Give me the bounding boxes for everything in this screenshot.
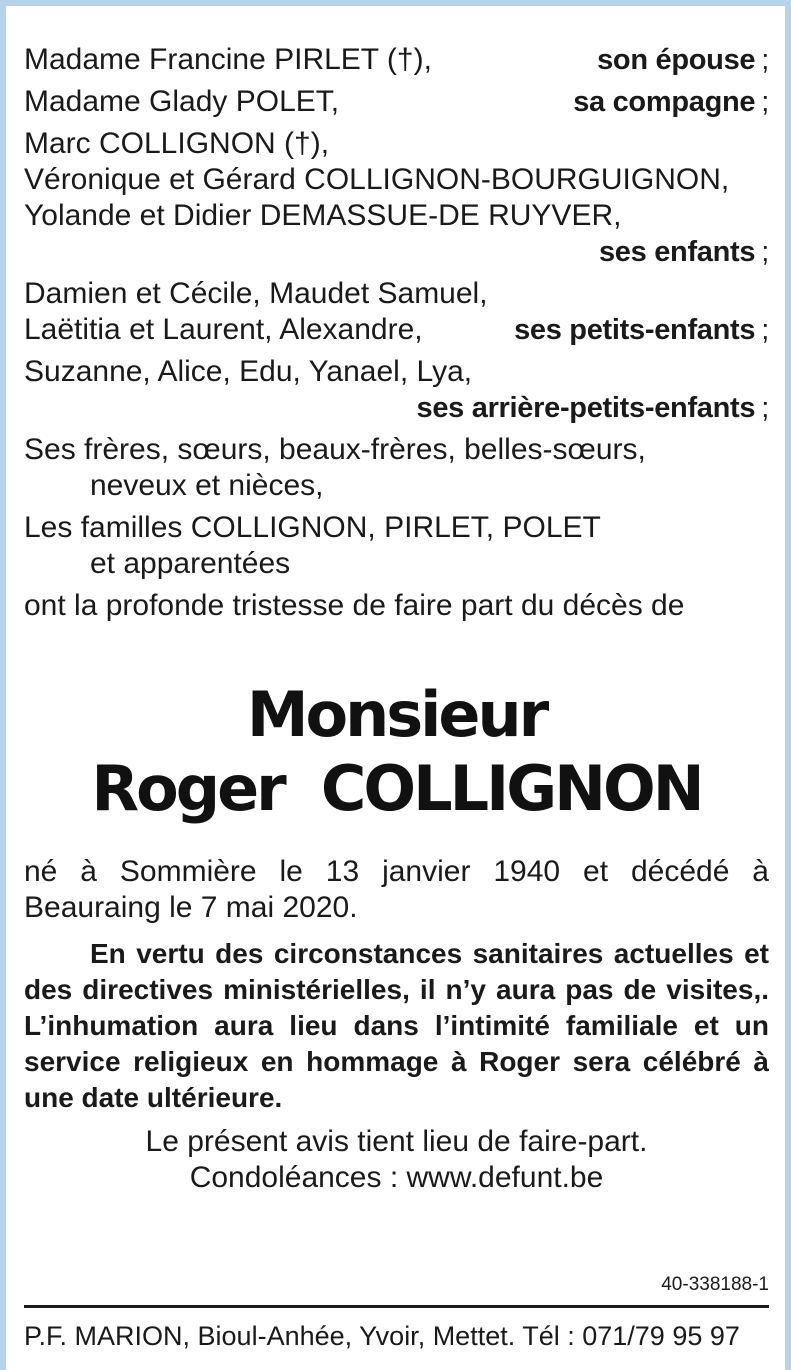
deceased-block (24, 678, 769, 826)
child-line: Véronique et Gérard COLLIGNON-BOURGUIGNON, (24, 163, 730, 196)
spouse-name: Madame Francine PIRLET (†), (24, 43, 432, 76)
great-grandchildren-relation-line (24, 390, 769, 426)
separator: ; (761, 44, 769, 76)
child-line: Yolande et Didier DEMASSUE-DE RUYVER, (24, 199, 622, 232)
funeral-home-footer: P.F. MARION, Bioul-Anhée, Yvoir, Mettet. Tél : 071/79 95 97 (24, 1321, 740, 1351)
family-line-companion (24, 84, 769, 120)
divider (24, 1305, 769, 1308)
companion-name: Madame Glady POLET, (24, 85, 340, 118)
announcement: ont la profonde tristesse de faire part du décès de (24, 589, 685, 622)
siblings-line: neveux et nièces, (90, 469, 324, 502)
deceased-title: Monsieur (246, 678, 547, 751)
notice-body (24, 42, 769, 1196)
separator: ; (761, 236, 769, 268)
deceased-name: Roger COLLIGNON (91, 752, 702, 825)
covid-notice-text: En vertu des circonstances sanitaires actuelles et des directives ministérielles, il n’y aura pas de visites,. L’inhumation aura lieu dans l’intimité familiale et un service religieux en hommage à Roger sera célébré à une date ultérieure. (24, 938, 769, 1113)
separator: ; (761, 314, 769, 346)
companion-relation: sa compagne (573, 86, 756, 118)
grandchildren-relation-line (24, 312, 769, 348)
families-line: et apparentées (90, 547, 291, 580)
grandchildren-line: Damien et Cécile, Maudet Samuel, (24, 277, 488, 310)
condolences-line: Condoléances : www.defunt.be (189, 1161, 604, 1194)
closing-line: Le présent avis tient lieu de faire-part. (145, 1125, 648, 1158)
family-line-spouse (24, 42, 769, 78)
siblings-line: Ses frères, sœurs, beaux-frères, belles-sœurs, (24, 433, 646, 466)
grandchildren-line: Laëtitia et Laurent, Alexandre, (24, 313, 423, 346)
child-line: Marc COLLIGNON (†), (24, 127, 330, 160)
great-grandchildren-relation: ses arrière-petits-enfants (416, 392, 756, 424)
children-relation-line (24, 234, 769, 270)
families-line: Les familles COLLIGNON, PIRLET, POLET (24, 511, 601, 544)
great-grandchildren-line: Suzanne, Alice, Edu, Yanael, Lya, (24, 355, 473, 388)
separator: ; (761, 86, 769, 118)
spouse-relation: son épouse (597, 44, 756, 76)
covid-notice (24, 936, 769, 1116)
birth-death-info: né à Sommière le 13 janvier 1940 et décédé à Beauraing le 7 mai 2020. (24, 855, 769, 924)
separator: ; (761, 392, 769, 424)
reference-number: 40-338188-1 (661, 1274, 769, 1295)
grandchildren-relation: ses petits-enfants (514, 314, 756, 346)
children-relation: ses enfants (598, 236, 756, 268)
